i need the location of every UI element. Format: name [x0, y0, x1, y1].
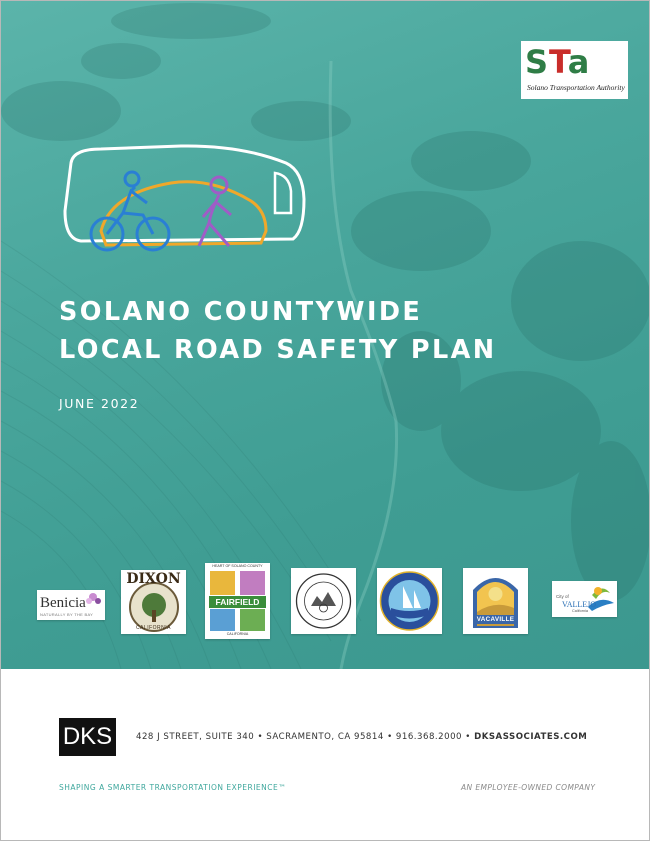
- fairfield-logo-name: FAIRFIELD: [215, 597, 260, 607]
- benicia-logo-tagline: NATURALLY BY THE BAY: [40, 612, 94, 617]
- benicia-logo: [37, 590, 105, 620]
- vallejo-logo-state: California: [572, 609, 589, 613]
- sta-logo-tagline: Solano Transportation Authority: [527, 83, 625, 92]
- dixon-seal: [121, 570, 186, 634]
- suisun-city-seal: [377, 568, 442, 634]
- dks-city: SACRAMENTO, CA 95814: [266, 732, 384, 742]
- employee-owned-note: AN EMPLOYEE-OWNED COMPANY: [461, 783, 596, 792]
- fairfield-logo-bottom: CALIFORNIA: [226, 632, 249, 636]
- sta-logo: [521, 41, 628, 99]
- separator-dot: •: [465, 732, 471, 742]
- dks-logo: DKS: [59, 718, 116, 756]
- separator-dot: •: [387, 732, 393, 742]
- sta-logo-letter: S: [525, 43, 550, 81]
- sta-logo-letter: a: [567, 43, 591, 81]
- dks-website-link[interactable]: DKSASSOCIATES.COM: [474, 732, 588, 742]
- fairfield-logo-top: HEART OF SOLANO COUNTY: [212, 564, 263, 568]
- separator-dot: •: [257, 732, 264, 742]
- vallejo-logo-name: VALLEJO: [562, 600, 597, 609]
- dks-slogan: SHAPING A SMARTER TRANSPORTATION EXPERIENCE™: [59, 783, 287, 792]
- vallejo-logo-prefix: City of: [556, 594, 569, 599]
- vacaville-logo-name: VACAVILLE: [476, 616, 515, 623]
- benicia-logo-name: Benicia: [40, 595, 86, 611]
- report-title-line-1: SOLANO COUNTYWIDE: [59, 297, 423, 327]
- dks-contact-line: [136, 732, 587, 742]
- dixon-seal-state: CALIFORNIA: [135, 625, 171, 631]
- pedestrian-icon: [199, 177, 231, 246]
- report-date: JUNE 2022: [59, 396, 140, 411]
- sta-logo-letter: T: [549, 43, 568, 81]
- dixon-seal-name: DIXON: [126, 571, 181, 587]
- fairfield-logo: [205, 563, 270, 639]
- report-title-line-2: LOCAL ROAD SAFETY PLAN: [59, 335, 497, 365]
- cover-photo-area: [1, 1, 649, 669]
- dks-address: 428 J STREET, SUITE 340: [136, 732, 255, 742]
- vehicle-bike-pedestrian-icon: [61, 141, 306, 256]
- vacaville-logo: [463, 568, 528, 634]
- dks-phone: 916.368.2000: [395, 732, 463, 742]
- rio-vista-seal: [291, 568, 356, 634]
- vallejo-logo: [552, 581, 617, 617]
- report-title: [59, 293, 497, 369]
